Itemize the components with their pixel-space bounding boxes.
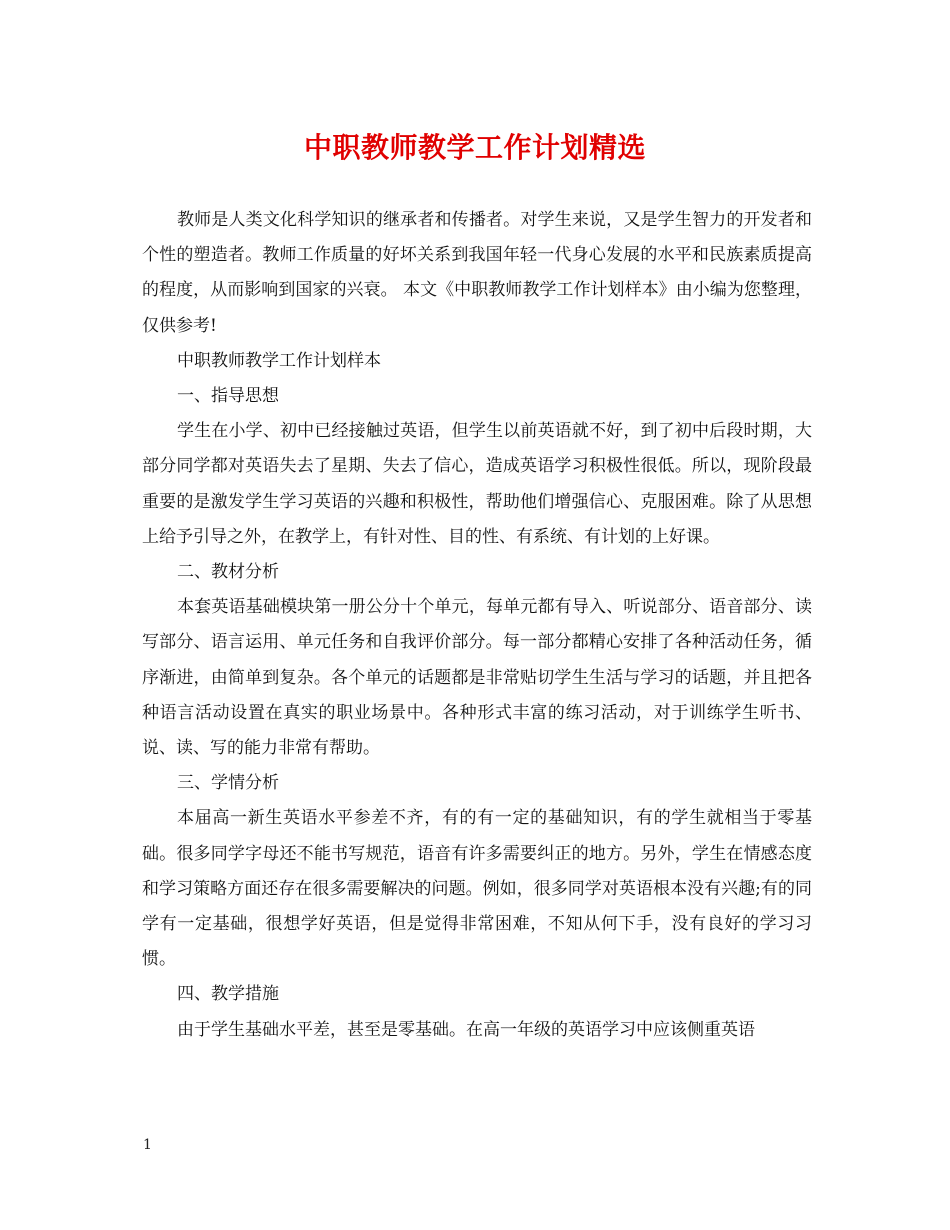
document-body: [142, 203, 812, 1048]
paragraph-textbook-analysis: 本套英语基础模块第一册公分十个单元，每单元都有导入、听说部分、语音部分、读写部分、语言运用、单元任务和自我评价部分。每一部分都精心安排了各种活动任务，循序渐进，由简单到复杂。各个单元的话题都是非常贴切学生生活与学习的话题，并且把各种语言活动设置在真实的职业场景中。各种形式丰富的练习活动，对于训练学生听书、说、读、写的能力非常有帮助。: [142, 597, 812, 759]
intro-paragraph: 教师是人类文化科学知识的继承者和传播者。对学生来说，又是学生智力的开发者和个性的塑造者。教师工作质量的好坏关系到我国年轻一代身心发展的水平和民族素质提高的程度，从而影响到国家的兴衰。 本文《中职教师教学工作计划样本》由小编为您整理，仅供参考!: [142, 210, 812, 336]
page-number: 1: [143, 1137, 152, 1153]
section-heading-textbook-analysis: 二、教材分析: [177, 562, 279, 583]
paragraph-teaching-measures: 由于学生基础水平差，甚至是零基础。在高一年级的英语学习中应该侧重英语: [177, 1019, 755, 1040]
subtitle-line: 中职教师教学工作计划样本: [177, 350, 381, 371]
section-heading-teaching-measures: 四、教学措施: [177, 984, 279, 1005]
paragraph-guiding-ideology: 学生在小学、初中已经接触过英语，但学生以前英语就不好，到了初中后段时期，大部分同学都对英语失去了星期、失去了信心，造成英语学习积极性很低。所以，现阶段最重要的是激发学生学习英语的兴趣和积极性，帮助他们增强信心、克服困难。除了从思想上给予引导之外，在教学上，有针对性、目的性、有系统、有计划的上好课。: [142, 421, 812, 547]
document-title: 中职教师教学工作计划精选: [303, 131, 646, 164]
section-heading-student-analysis: 三、学情分析: [177, 773, 279, 794]
section-heading-guiding-ideology: 一、指导思想: [177, 386, 279, 407]
paragraph-student-analysis: 本届高一新生英语水平参差不齐，有的有一定的基础知识，有的学生就相当于零基础。很多同学字母还不能书写规范，语音有许多需要纠正的地方。另外，学生在情感态度和学习策略方面还存在很多需要解决的问题。例如，很多同学对英语根本没有兴趣;有的同学有一定基础，很想学好英语，但是觉得非常困难，不知从何下手，没有良好的学习习惯。: [142, 808, 812, 970]
